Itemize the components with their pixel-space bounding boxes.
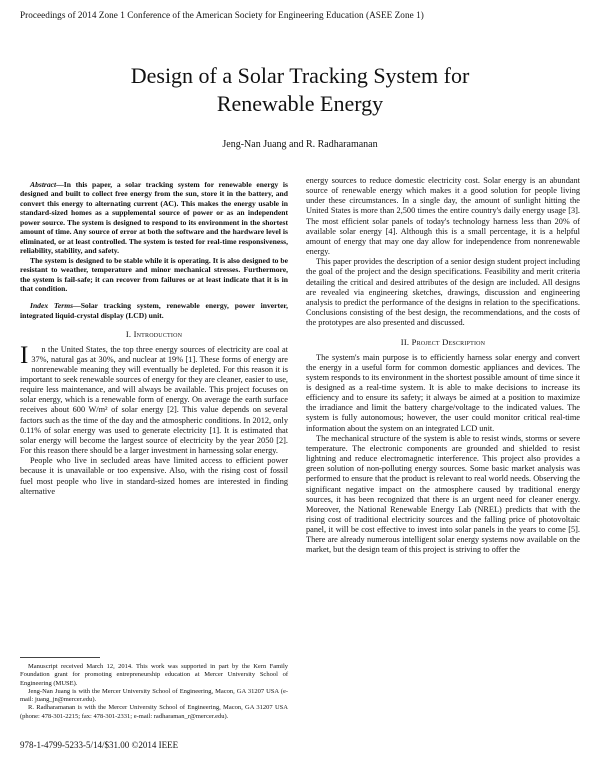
section-heading-introduction: I. Introduction xyxy=(125,329,183,340)
footnote-manuscript: Manuscript received March 12, 2014. This work was supported in part by the Kern Family Foundation grant for promoting entrepreneurship education at Mercer University School of Engineering (MUSE). xyxy=(20,663,288,687)
right-paragraph-1: energy sources to reduce domestic electricity cost. Solar energy is an abundant source of renewable energy which makes it a good solution for people living under these circumstances. In a single day, the amount of sunlight hitting the United States is more than 2,500 times the entire country's daily energy usage [3]. The most efficient solar panels of today's technology harness less than 20% of available solar energy [4]. Although this is a small percentage, it is a helpful amount of energy that may one day allow for independence from nonrenewable energy. xyxy=(306,176,580,257)
intro-paragraph-1-text: n the United States, the top three energy sources of electricity are coal at 37%, natural gas at 30%, and nuclear at 19% [1]. These forms of energy are nonrenewable meaning they will eventually be depleted. For this reason it is important to seek renewable sources of energy for they are cleaner, easier to use, require less maintenance, and will always be available. This project focuses on solar energy, which is a renewable form of energy. On average the earth surface receives about 600 W/m² of solar energy [2]. This value depends on several factors such as the time of the day and the atmospheric conditions. In 2012, only 0.11% of solar energy was used to generate electricity [1]. It is estimated that solar energy will become the largest source of electricity by the year 2050 [2]. For this reason there should be a larger investment in harnessing solar energy. xyxy=(20,344,288,456)
footnote-author-2: R. Radharamanan is with the Mercer University School of Engineering, Macon, GA 31207 USA (phone: 478-301-2215; fax: 478-301-2331; e-mail: radharaman_r@mercer.edu). xyxy=(20,704,288,720)
left-column xyxy=(20,180,288,497)
index-terms xyxy=(20,301,288,320)
section-heading-project-description: II. Project Description xyxy=(400,337,486,348)
copyright-footer: 978-1-4799-5233-5/14/$31.00 ©2014 IEEE xyxy=(20,740,179,750)
intro-paragraph-2: People who live in secluded areas have limited access to efficient power because it is unavailable or too expensive. Also, with the rising cost of fossil fuel most people who live in standard-sized homes are interested in finding alternative xyxy=(20,456,288,496)
title-line-1: Design of a Solar Tracking System for xyxy=(130,63,470,88)
project-paragraph-1: The system's main purpose is to efficiently harness solar energy and convert the energy in a useful form for common domestic appliances and devices. The system responds to its environment in the shortest possible amount of time since it is designed as a real-time system. It is able to make decisions to increase its efficiency and to ensure its safety; it always be aimed at a position to maximize the irradiance and limit the battery charge/voltage to the indicated values. The system is fully autonomous; however, the user could monitor critical real-time information about the system on an integrated LCD unit. xyxy=(306,352,580,433)
right-column xyxy=(306,176,580,556)
footnote-author-1: Jeng-Nan Juang is with the Mercer University School of Engineering, Macon, GA 31207 USA (e-mail: juang_jn@mercer.edu). xyxy=(20,687,288,704)
right-paragraph-2: This paper provides the description of a senior design student project including the goal of the project and the design specifications. Feasibility and merit criteria detailing the critical and desired attributes of the design are included. All designs are revealed via engineering sketches, drawings, discussion and engineering analysis to predict the performance of the designs in relation to the specifications. Conclusions consisting of the best design, the recommendations, and the costs of the prototypes are also presented and discussed. xyxy=(306,257,580,328)
index-terms-text: —Solar tracking system, renewable energy, power inverter, integrated liquid-crystal display (LCD) unit. xyxy=(20,301,289,320)
author-list: Jeng-Nan Juang and R. Radharamanan xyxy=(222,139,378,150)
footnote-divider xyxy=(20,657,100,658)
running-header: Proceedings of 2014 Zone 1 Conference of the American Society for Engineering Education (ASEE Zone 1) xyxy=(20,10,424,20)
footnotes xyxy=(20,663,288,721)
abstract-label: Abstract xyxy=(30,180,57,189)
abstract xyxy=(20,180,288,293)
index-terms-label: Index Terms xyxy=(30,301,74,311)
paper-title xyxy=(0,62,600,118)
title-line-2: Renewable Energy xyxy=(216,91,384,116)
project-paragraph-2: The mechanical structure of the system is able to resist winds, storms or severe temperature. The electronic components are grounded and shielded to resist lightning and reduce electromagnetic interference. This project also provides a green solution of non-polluting energy sources. Some basic market analysis was performed to ensure that the product is relevant to real world needs. Observing the significant negative impact on the atmosphere caused by traditional energy sources, it has been recognized that there is an urgent need for cleaner energy. Moreover, the National Renewable Energy Lab (NREL) predicts that with the rising cost of traditional electricity sources and the falling price of photovoltaic panel, it will be cost effective to invest into solar panels in the years to come [5]. There are already numerous intelligent solar energy systems now available on the market, but the design team of this project is striving to offer the xyxy=(306,433,580,555)
intro-paragraph-1 xyxy=(20,341,288,457)
abstract-paragraph-2: The system is designed to be stable while it is operating. It is also designed to be resistant to weather, temperature and minor mechanical stresses. Furthermore, the system is fail-safe; it can recover from failures or at least indicate that it is in that condition. xyxy=(20,255,288,293)
abstract-paragraph-1: —In this paper, a solar tracking system for renewable energy is designed and built to collect free energy from the sun, store it in the battery, and convert this energy to alternating current (AC). This makes the energy usable in standard-sized homes as a supplemental source of power or as an independent power source. The system is designed to respond to its environment in the shortest amount of time. Any source of error at both the software and the hardware level is eliminated, or at least controlled. The system is tested for real-time responsiveness, reliability, stability, and safety. xyxy=(20,180,288,256)
drop-cap: I xyxy=(20,341,29,369)
